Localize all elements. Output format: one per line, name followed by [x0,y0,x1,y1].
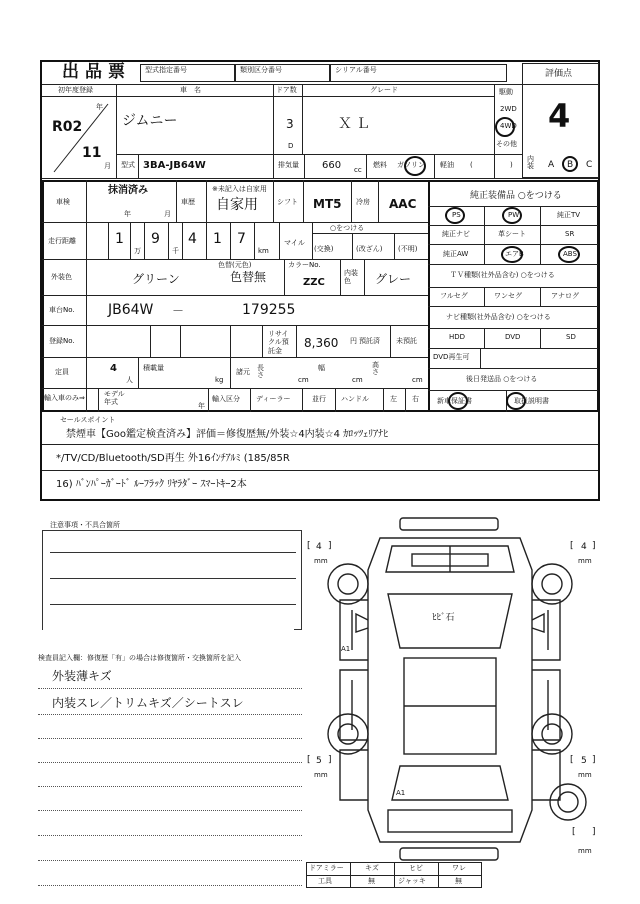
import-class-label: 輸入区分 [212,395,240,403]
inspector-line-2: 内装スレ／トリムキズ／シートスレ [52,696,244,710]
width-cm: cm [352,376,363,384]
recycle-unpaid: 未預託 [396,337,417,345]
mileage-digit-4: 1 [213,231,222,247]
color-no-value: ZZC [303,277,325,288]
chassis-number: 179255 [242,302,296,318]
dvd-label: DVD再生可 [433,353,470,361]
legend-v-tools: 工具 [318,877,332,885]
grade-label: グレード [370,86,398,94]
mileage-label: 走行距離 [48,237,76,245]
mileage-unit-sen: 千 [172,247,179,255]
drive-2wd: 2WD [500,105,517,113]
reg-no-label: 登録No. [49,337,75,345]
recycle-label: リサイクル預託金 [268,330,289,355]
capacity-label: 定員 [55,368,69,376]
tire-rr-bracket: [ [570,755,574,765]
after-manual-circle [506,392,526,410]
equip-sr: SR [565,230,575,238]
interior-grade-circle [562,156,578,172]
tire-fr-bracket: [ [570,541,574,551]
shift-value: MT5 [313,197,342,211]
navi-dvd: DVD [505,333,521,341]
tire-fl-bracket-close: ] [328,541,332,551]
legend-h-mirror: ドアミラー [309,864,344,872]
diesel-paren-open: ( [470,161,473,169]
form-title: 出品票 [62,62,131,82]
left-label: 左 [390,395,397,403]
sales-point-label: セールスポイント [60,416,116,424]
height-cm: cm [412,376,423,384]
length-cm: cm [298,376,309,384]
capacity-value: 4 [110,363,117,374]
tire-fl-bracket: [ [307,541,311,551]
color-no-label: カラーNo. [288,261,321,269]
legend-v-none2: 無 [455,877,462,885]
date-slash [50,100,110,175]
capacity-unit: 人 [126,376,133,384]
serial-label: シリアル番号 [335,66,377,74]
tv-oneseg: ワンセグ [494,292,522,300]
color-orig-value: 色替無 [230,270,267,284]
sales-point-line-3: 16) ﾊﾞﾝﾊﾟｰｶﾞｰﾄﾞ ﾙｰﾌﾗｯｸ ﾘﾔﾗﾀﾞｰ ｽﾏｰﾄｷｰ2本 [56,479,247,490]
recycle-value: 8,360 [304,336,339,350]
handle-label: ハンドル [341,395,369,403]
tv-label: ＴＶ種類(社外品含む) ○をつける [450,271,555,279]
tv-analog: アナログ [551,292,579,300]
caution-label: 注意事項・不具合箇所 [50,521,120,529]
first-reg-label: 初年度登録 [58,86,93,94]
tire-fr-value: 4 [581,542,587,552]
ac-value: AAC [389,197,417,211]
width-label: 幅 [318,364,325,372]
chassis-label: 車台No. [49,306,75,314]
equip-aw: 純正AW [443,250,469,258]
fuel-value: ガソリン [397,161,425,169]
mileage-unit-man: 万 [134,247,141,255]
tire-rl-bracket-close: ] [328,755,332,765]
tire-rl-bracket: [ [307,755,311,765]
diesel-paren-close: ) [510,161,513,169]
chassis-prefix: JB64W [108,302,154,318]
after-warranty-circle [448,392,468,410]
drive-4wd: 4WD [500,122,517,130]
equip-pw: PW [508,211,520,219]
equip-abs-circle [558,246,580,263]
rating-label: 評価点 [545,69,573,79]
tire-fr-unit: mm [578,557,592,565]
model-value: 3BA-JB64W [143,160,206,171]
sales-point-line-2: */TV/CD/Bluetooth/SD再生 外16ｲﾝﾁｱﾙﾐ (185/85R [56,453,290,464]
equip-ps: PS [452,211,461,219]
equip-navi: 純正ナビ [442,230,470,238]
after-manual: 取扱説明書 [514,397,549,405]
legend-h-crack: ヒビ [409,864,423,872]
color-value: グリーン [132,272,180,286]
doors-suffix: D [288,142,294,150]
right-label: 右 [412,395,419,403]
first-reg-month: 11 [82,145,102,161]
mark-instruction: ○をつける [330,224,365,232]
unknown-label: (不明) [398,245,418,253]
shaken-value: 抹消済み [108,185,148,196]
class-label: 類別区分番号 [240,66,282,74]
sales-point-line-1: 禁煙車【Goo鑑定検査済み】評価＝修復歴無/外装☆4内装☆4 ｶﾛｯﾂｪﾘｱﾅﾋ [66,429,389,440]
fuel-label: 燃料 [373,161,387,169]
shaken-year-unit: 年 [124,210,131,218]
tire-rl-unit: mm [314,771,328,779]
history-value: 自家用 [216,197,258,213]
doors-value: 3 [286,117,294,131]
after-warranty: 新車保証書 [437,397,472,405]
exchange-label: (交換) [314,245,334,253]
displacement-value: 660 [322,160,342,171]
drive-other: その他 [496,140,517,148]
recycle-unit: 円 [350,337,357,345]
year-unit: 年 [96,103,103,111]
legend-h-scratch: キズ [365,864,379,872]
shift-label: シフト [277,198,298,206]
tire-fl-value: 4 [316,542,322,552]
after-label: 後日発送品 ○をつける [466,375,538,383]
mileage-digit-5: 7 [237,231,246,247]
color-orig-label: 色替(元色) [218,261,252,269]
spare-bracket-close: ] [592,827,596,837]
fuel-circle [404,156,426,176]
interior-grade-c: C [586,160,593,170]
spare-bracket: [ [572,827,576,837]
color-label: 外装色 [51,273,72,281]
side-mark: A1 [341,645,351,653]
equip-airbag-circle [501,246,523,263]
car-name: ジムニー [122,113,178,129]
drive-label: 駆動 [499,88,513,96]
ac-label: 冷房 [356,198,370,206]
rear-mark: A1 [396,789,406,797]
interior-color-label: 内装色 [344,269,358,285]
dealer-label: ディーラー [256,395,291,403]
mileage-digit-3: 4 [188,231,197,247]
model-label: 型式 [121,161,135,169]
recycle-paid: 預託済 [359,337,380,345]
mile-label: マイル [284,239,305,247]
tv-fullseg: フルセグ [440,292,468,300]
dims-label: 諸元 [236,368,250,376]
drive-4wd-circle [495,117,515,137]
navi-sd: SD [566,333,576,341]
doors-label: ドア数 [276,86,297,94]
model-year-unit: 年 [198,402,205,410]
equip-leather: 革シート [498,230,526,238]
import-label: 輸入車のみ⇒ [44,394,85,402]
legend-h-broken: ワレ [452,864,466,872]
load-label: 積載量 [143,364,164,372]
windshield-mark: ﾋﾋﾞ石 [432,613,455,623]
mileage-digit-1: 1 [115,231,124,247]
history-label: 車歴 [181,198,195,206]
interior-label: 内装 [527,155,534,170]
diesel-label: 軽油 [440,161,454,169]
vehicle-name-label: 車 名 [180,86,201,94]
tire-rl-value: 5 [316,756,322,766]
tire-fl-unit: mm [314,557,328,565]
length-label: 長さ [257,364,264,379]
equip-abs: ABS [563,250,577,258]
interior-color-value: グレー [375,272,412,286]
spare-unit: mm [578,847,592,855]
tire-fr-bracket-close: ] [592,541,596,551]
mileage-digit-2: 9 [151,231,160,247]
inspector-label: 検査員記入欄：修復歴「有」の場合は修復箇所・交換箇所を記入 [38,654,241,662]
tire-rr-unit: mm [578,771,592,779]
equip-pw-circle [502,207,522,224]
shaken-month-unit: 月 [164,210,171,218]
genuine-label: 純正装備品 ○をつける [470,191,562,201]
inspector-line-1: 外装薄キズ [52,669,112,683]
interior-grade-a: A [548,160,555,170]
first-reg-year: R02 [52,119,83,135]
modified-label: (改ざん) [356,245,383,253]
equip-ps-circle [445,207,465,224]
equip-tv: 純正TV [557,211,581,219]
interior-grade-b: B [567,160,574,170]
tire-rr-bracket-close: ] [592,755,596,765]
history-note: ※未記入は自家用 [212,185,267,193]
displacement-unit: cc [354,166,362,174]
grade-value: ＸＬ [338,116,374,132]
chassis-dash: － [172,304,185,318]
month-unit: 月 [104,162,111,170]
model-year-label: モデル年式 [104,390,125,406]
mileage-unit-km: km [258,247,269,255]
load-unit: kg [215,376,224,384]
equip-airbag: エアB [505,250,524,258]
tire-rr-value: 5 [581,756,587,766]
rating-value: 4 [548,97,571,135]
caution-bracket [42,530,302,630]
legend-v-none1: 無 [368,877,375,885]
parallel-label: 並行 [312,395,326,403]
navi-hdd: HDD [449,333,466,341]
displacement-label: 排気量 [278,161,299,169]
car-diagram [300,510,600,880]
legend-v-jack: ジャッキ [398,877,426,885]
height-label: 高さ [372,361,379,376]
shaken-label: 車検 [56,198,70,206]
navi-label: ナビ種類(社外品含む) ○をつける [446,313,551,321]
type-cert-label: 型式指定番号 [145,66,187,74]
